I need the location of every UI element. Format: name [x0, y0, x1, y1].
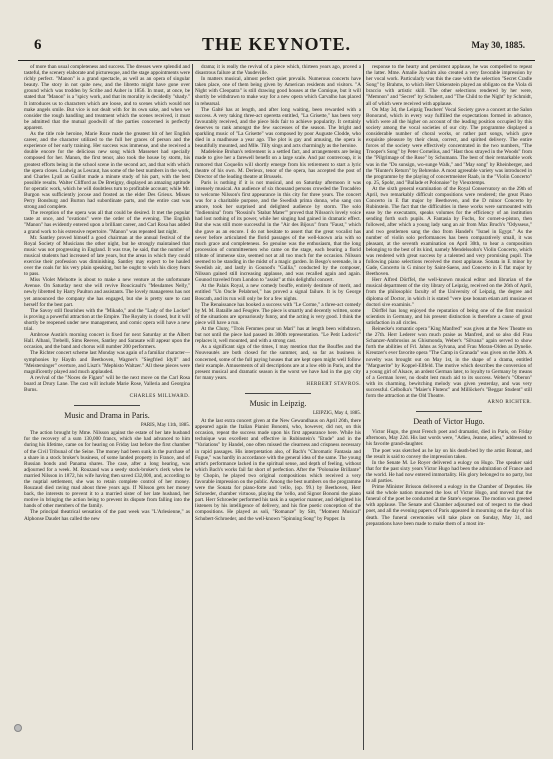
paragraph: As the title role heroine, Marie Roze made the greatest hit of her English career, and the character utilized to the full her graces of person and the experience of her early training. Her success was immense, and she received a double encore for the delicious new song which Massenet had specially composed for her. Manon, the first tenor, also took the house by storm, his greatest efforts being in the school scene in the second act, and that with which the opera closes. Ludwig as Lescaut, has some of the best numbers in the work, and Charles Lyall as Guillot made a minute study of his part, with the best possible results. Walter Clifford as De Bretigny, displayed an amazing aptitude for operatic work, which he will doubtless turn to profitable account; while Mr. Burgon was sufficiently jocose and frosted as the elder Des Grieux. Misses Perry Bonsburg and Burton had subordinate parts, and the entire cast was strong and complete.	[24, 131, 190, 211]
section-divider	[245, 393, 311, 394]
paragraph: In the Senate M. Le Royer delivered a eulogy on Hugo. The speaker said that for the past sixty years Victor Hugo had been the admiration of France and the world. He had now entered immortality. His glory belonged to no party, but to all parties.	[366, 459, 532, 484]
paragraph: The Savoy still flourishes with the "Mikado," and the "Lady of the Locket" is proving a powerful attraction at the Empire. The Royalty is closed, but it will shortly be reopened under new management, and comic opera will have a new trial.	[24, 307, 190, 333]
paragraph: Miss Violet Melnotte is about to make a new venture at the unfortunate Avenue. On Saturday next she will revive Boucicault's "Mesdames Nelly," newly libretted by Harry Paulton and assistants. The lovely manageress has not yet announced the company she has engaged, but she is pretty sure to cast herself for the best part.	[24, 277, 190, 308]
issue-date: May 30, 1885.	[471, 40, 525, 50]
paragraph: The principal theatrical sensation of the past week was "L'Arlesienne," as Alphonse Daudet has called the new	[24, 509, 190, 522]
article-leipzig	[195, 399, 361, 522]
article-victor-hugo	[366, 417, 532, 527]
paragraph: Paris is nothing if it is not musical, and on Saturday afternoon it was intensely musical. An audience of six thousand persons crowded the Trocadéro to welcome Nilsson's first appearance in this city for three years. The concert was for a charitable purpose, and the Swedish prima donna, who sang con amore, took her surprised and delighted audience by storm. The solo "Indiennina" from "Rossini's 'Stabat Mater'" proved that Nilsson's lovely voice had lost nothing of its power, while her singing had gained in dramatic effect. But she was still more successful in the "Air des Bijoux" from "Faust," which she gave as an encore. I do not hesitate to assert that the great vocalist has never before articulated the florid passages of the well-known aria with so much grace and completeness. So genuine was the enthusiasm, that the long procession of committeemen who came on the stage, each bearing a florid tribute of immense size, seemed not at all too much for the occasion. Nilsson seemed to be standing in the midst of a magic garden. In Besgo's serenade, in a Swedish air, and lastly in Gounod's "Gallia," conducted by the composer, Nilsson gained still increasing applause, and was recalled again and again. Gounod traveled from London to "assist" at this delightful concert.	[195, 179, 361, 284]
paragraph: drama; it is really the revival of a piece which, thirteen years ago, proved a disastrous failure at the Vaudeville.	[195, 64, 361, 77]
paragraph: Reinecke's romantic opera "King Manfred" was given at the New Theatre on the 27th. Herr Lederer won much praise as Manfred, and so also did Frau Schanzer-Ambrosius as Ghismonda, Weber's "Silvana" again served to show forth the abilities of Frl. Jahns as Sylvana, and Frau Moran-Olden as Dynelie. Kreutzer's ever favorite opera "The Camp in Granada" was given on the 30th. A novelty was brought out on May 1st, in the shape of a drama, entitled "Marguerite" by Koppel-Ellfeld. The motive which describes the conversion of a young girl of Alsace, an ardent German later, to loyalty to Germany by means of a German lover, no doubt lent much aid to its success. Weber's "Oberon" with its charming, bewitching melody was given yesterday, and was very successful. Celbolka's "Maier's Flutenc" and Millöcker's "Beggar Student" still form the attraction at the Old Theatre.	[366, 326, 532, 400]
article-leipzig-continued	[366, 64, 532, 406]
column-divider	[363, 64, 364, 750]
paragraph: Ambrose Austin's morning concert is fixed for next Saturday at the Albert Hall. Albani, Trebelli, Sims Reeves, Santley and Sarasate will appear upon the occasion, and the band and chorus will number 200 performers.	[24, 332, 190, 351]
section-divider	[74, 405, 140, 406]
column-1	[24, 64, 190, 752]
paragraph: The Renaissance has booked a success with "Le Corme," a three-act comedy by M. M. Bataille and Feugère. The piece is smartly and decently written, some of the situations are uproariously funny, and the acting is very good. I think the piece will have a run.	[195, 301, 361, 326]
dateline: PARIS, May 11th, 1885.	[140, 423, 190, 429]
paragraph: The action brought by Mme. Nilsson against the estate of her late husband for the recovery of a sum 130,000 francs, which she had advanced to him during his lifetime, came on for hearing on Friday last before the first chamber of the Civil Tribunal of the Seine. The money had been sunk in the purchase of a share in a stock broker's business, of some landed property in France, and of Russian bonds and Panama shares. The case, after a long hearing, was adjourned for a week. M. Rouzaud was a seedy stock-broker's clerk when he married Nilsson in 1872, his wife having then saved £32,000, and, according to the nuptial settlement, she was to retain complete control of her money. Rouzaud died raving mad about three years ago. If Nilsson gets her money back, the interests to prevent it to a married sister of her late husband, her motive in bringing the action being to prevent its dispute from falling into the hands of other members of the family.	[24, 430, 190, 510]
paragraph: The Galté has at length, and after long waiting, been rewarded with a success. A very taking three-act operetta entitled, "La Grisette," has been very favourably received, and the piece bids fair to achieve popularity. It certainly deserves to rank amongst the few successes of the season. The bright and sparkling music of "La Grisette" was composed by poor Auguste Clodde, who died in a madhouse a year ago. The plot is gay and amusing, the opera is beautifully mounted, and Mlle. Tilly sings and acts charmingly as the heroine.	[195, 106, 361, 150]
section-heading: Music in Leipzig.	[249, 398, 307, 408]
paragraph: At the sixth general examination of the Royal Conservatory on the 29th of April, two remarkably difficult compositions were rendered; the great Piano Concerto in E flat major by Beethoven, and the D minor Concerto by Rubinstein. The fact that the difficulties in these works were surmounted with ease by the executants, speaks volumes for the efficiency of an institution sending forth such pupils. A Fantasia by Fuchs, for cornet-a-piston, then followed, after which a young lady sang an air from Max Bruch's "Odysseus," and two gentlemen sang the duo from Handel's "Israel in Egypt." As the number of violin solo performances has been comparatively small, it was pleasant, at the seventh examination on April 30th, to hear a composition belonging to the best of its kind, namely Mendelssohn's Violin Concerto, which was rendered with great success by a talented and very promising pupil. The following piano selections received the most applause. Sonata in E minor by Gade, Concerto in G minor by Saint-Saens, and Concerto in E flat major by Beethoven.	[366, 185, 532, 278]
paragraph: In matters musical, almost perfect quiet prevails. Numerous concerts have taken place, one of them being given by American residents and visitors. "A Night with Cleopatra" is still drawing good houses at the Comique, but it will shortly be withdrawn to make way for a new opera which Carvalho has placed in rehearsal.	[195, 76, 361, 107]
column-divider	[192, 64, 193, 750]
paragraph: Prime Minister Brisson delivered a eulogy in the Chamber of Deputies. He said the whole nation mourned the loss of Victor Hugo, and moved that the funeral of the poet be conducted at the State's expense. The motion was greeted with applause. The Senate and Chamber adjourned out of respect to the dead poet, and all the evening papers of Paris appeared in mourning on the day of his death. The funeral ceremonies will take place on Sunday, May 31, and preparations have been made to make them of a most im-	[366, 484, 532, 527]
paragraph: Herr Alfred Dörffel, the well-known musical editor and librarian of the musical department of the city library of Leipzig, received on the 26th of April, from the philosophic faculty of the University of Leipzig, the degree and diploma of Doctor, in which it is stated "vere ipse bonam etiam arti musicae et doctori sive examinis."	[366, 277, 532, 308]
paragraph: The reception of the opera was all that could be desired. It met the popular taste at once, and "ovations" were the order of the evening. The English "Manon" has evidently entered upon a brilliant career, and Carl Rosa has added a grand work to his extensive repertoire. "Manon" was repeated last night.	[24, 210, 190, 235]
article-paris-continued	[195, 64, 361, 388]
dateline: LEIPZIG, May 4, 1885.	[312, 410, 361, 416]
paragraph: Mr. Santley proved himself a good chairman at the annual festival of the Royal Society of Musicians the other night, but he strongly maintained that music was not progressing in England. It was true, he said, that the number of musical students had increased of late years, but the areas in which they could exercise their profession was diminishing. Santley may expect to be hauled over the coals for his very plain speaking, but he ought to wish his dicey fears to pass.	[24, 234, 190, 278]
author-signature: ARNO RICHTER.	[487, 400, 532, 406]
paragraph: As a significant sign of the times, I may mention that the Bouffes and the Nouveautés are both closed for the summer, and, so far as business is concerned, some of the full paying houses that are kept open might well follow their example. Amusements of all descriptions are at a low ebb in Paris, and the present musical and dramatic season is the worst we have had in the gay city for many years.	[195, 344, 361, 381]
article-london-music	[24, 64, 190, 400]
paragraph: of more than usual completeness and success. The dresses were splendid and tasteful, the scenery elaborate and picturesque, and the stage appointments were richly perfect. "Manon" is a grand spectacle, as well as an opera of singular beauty. The story in not quite new, and the libretto might have gone over ground which was trodden by Scribe and Auber in 1856. In must, at once, be stated that "Manon" is a "spicy work, and that its morality is decidedly "shady." It introduces us to characters which are loose, and to scenes which would not make angels smile. But vice is not dealt with for its own sake, and when we consider the rough handling and treatment which the scenes received, it must be admitted that the mutual goodwill of the parties concerned is perfectly apparent.	[24, 64, 190, 131]
paragraph: A revival of the "Noces de Figaro" will be the next move on the Carl Rosa board at Drury Lane. The cast will include Marie Rose, Valleria and Georgina Burns.	[24, 374, 190, 393]
column-2	[195, 64, 361, 752]
section-heading: Death of Victor Hugo.	[413, 417, 485, 427]
author-signature: HERBERT STAVROS.	[306, 381, 361, 387]
paragraph: Dörffel has long enjoyed the reputation of being one of the first musical scientists in Germany, and his present distinction is therefore a cause of great satisfaction in all circles.	[366, 307, 532, 326]
page-number: 6	[34, 37, 42, 53]
binding-hole	[14, 724, 22, 732]
paragraph: The Richter concert scheme last Monday was again of a familiar character—symphonies by Haydn and Beethoven, Wagner's "Siegfried Idyll" and "Meistersinger" overture, and Liszt's "Mephisto Waltzer." All these pieces were magnificently played and much applauded.	[24, 350, 190, 375]
paragraph: Madeleine Brohan's retirement is a settled fact, and arrangements are being made to give her a farewell benefit on a large scale. And par contrecoup, it is rumored that Coquelin will shortly emerge from his retirement to start a lyric theatre of his own. M. Derieux, tenor of the opera, has accepted the post of Director of the leading theatre at Brussels.	[195, 149, 361, 180]
column-3	[366, 64, 532, 752]
page-header	[14, 30, 539, 58]
section-divider	[416, 411, 482, 412]
article-paris	[24, 411, 190, 522]
paragraph: At the last extra concert given at the New Gewandhaus on April 26th, there appeared again the Italian Pianist Bonomi, who, however, did not, on this occasion, repeat the success made upon his first appearance here. While his technique was excellent and effective in Rubinstein's "Etude" and in the "Variations" by Handel, one often missed the clearness and crispness necessary in rapid passages. His interpretation also, of Bach's "Chromatic Fantasia and Fugue," was hardly in accordance with the general idea of the same. The young artist's performance lacked in the spiritual sense, and depth of feeling, without which Bach's works fail far short of perfection. After the "Polonaise Brillante" by Chopin, he played two original compositions which received a very favorable impression on the public. Among the best numbers on the programme were the Sonata for piano-forte and 'cello, (op. 99.) by Beethoven, Herr Schroeder, chamber virtuoso, playing the 'cello, and Signor Bonomi the piano part. Herr Schroeder performed his task in a superior manner, and delighted his listeners by his intelligence of delivery, and his fine poetic conception of the compositions. He played as soli, "Romanze" by Sitt, "Moment Musical" Schubert-Schroeder, and the well-known "Spinning Song" by Popper. In	[195, 418, 361, 522]
paragraph: response to the hearty and persistent applause, he was compelled to repeat the latter. Mme. Amalie Joachim also created a very favorable impression by her vocal work. Particularly was this the case with the selection "Secret Cradle Song" by Brahms, to which Herr Unkenstein played an obligato on the Viola di braccio with artistic skill. The other selections rendered by her were, "Memnon" and "Secret" by Schubert, and "The Child to the Night" by Schmidt, all of which were received with applause.	[366, 64, 532, 107]
masthead-title: THE KEYNOTE.	[201, 34, 352, 54]
paragraph: At the Palais Royal, a new comedy bouffe, entirely destitute of merit, and entitled "Un Oncle Pelabruel," has proved a signal failure. It is by George Boscath, and its run will only be for a few nights.	[195, 283, 361, 302]
paragraph: At the Cluny, "Trois Femmes pour un Mari" has at length been withdrawn, but not until the piece had passed its 300th representation. "Le Petit Ludovic" replaces it, well mounted, and with a strong cast.	[195, 326, 361, 345]
header-rule	[18, 60, 535, 61]
paragraph: On May 3d, the Leipzig Teachers' Vocal Society gave a concert at the Salon Bonorand, which in every way fulfilled the expectations formed in advance, which were all the higher on account of the leading position occupied by this society among the vocal societies of our city. The programme displayed a considerable number of choral works, or rather part songs, which gave exquisite pleasure by their clean, correct, and spirited delivery. The entire forces of the society were effectively concentrated in the two numbers, "The Trooper's Song" by Peter Cornelius, and "Hast thou strayed in the Woods" from the "Pilgrimage of the Rose" by Schumann. The best of their remarkable work was in the "Do sunsign, wo-sunge Walk," and "May song" by Rheinberger, and the "Hunter's Return" by Behrenke. A most agreeable variety was introduced in the programme by the playing of concertmeister Raab, in the "Violin Concerto" op. 25, Spohr, and "Ballade et Polonaise" by Vieuxtemps.	[366, 106, 532, 186]
paragraph: The poet was sketched as he lay on his death-bed by the artist Bonnat, and the result is said to convey the impression taken.	[366, 447, 532, 460]
author-signature: CHARLES MILLWARD.	[129, 394, 190, 400]
paragraph: Victor Hugo, the great French poet and dramatist, died in Paris, on Friday afternoon, May 22d. His last words were, "Adieu, Jeanne, adieu," addressed to his favorite grand-daughter.	[366, 429, 532, 448]
section-heading: Music and Drama in Paris.	[64, 411, 150, 421]
